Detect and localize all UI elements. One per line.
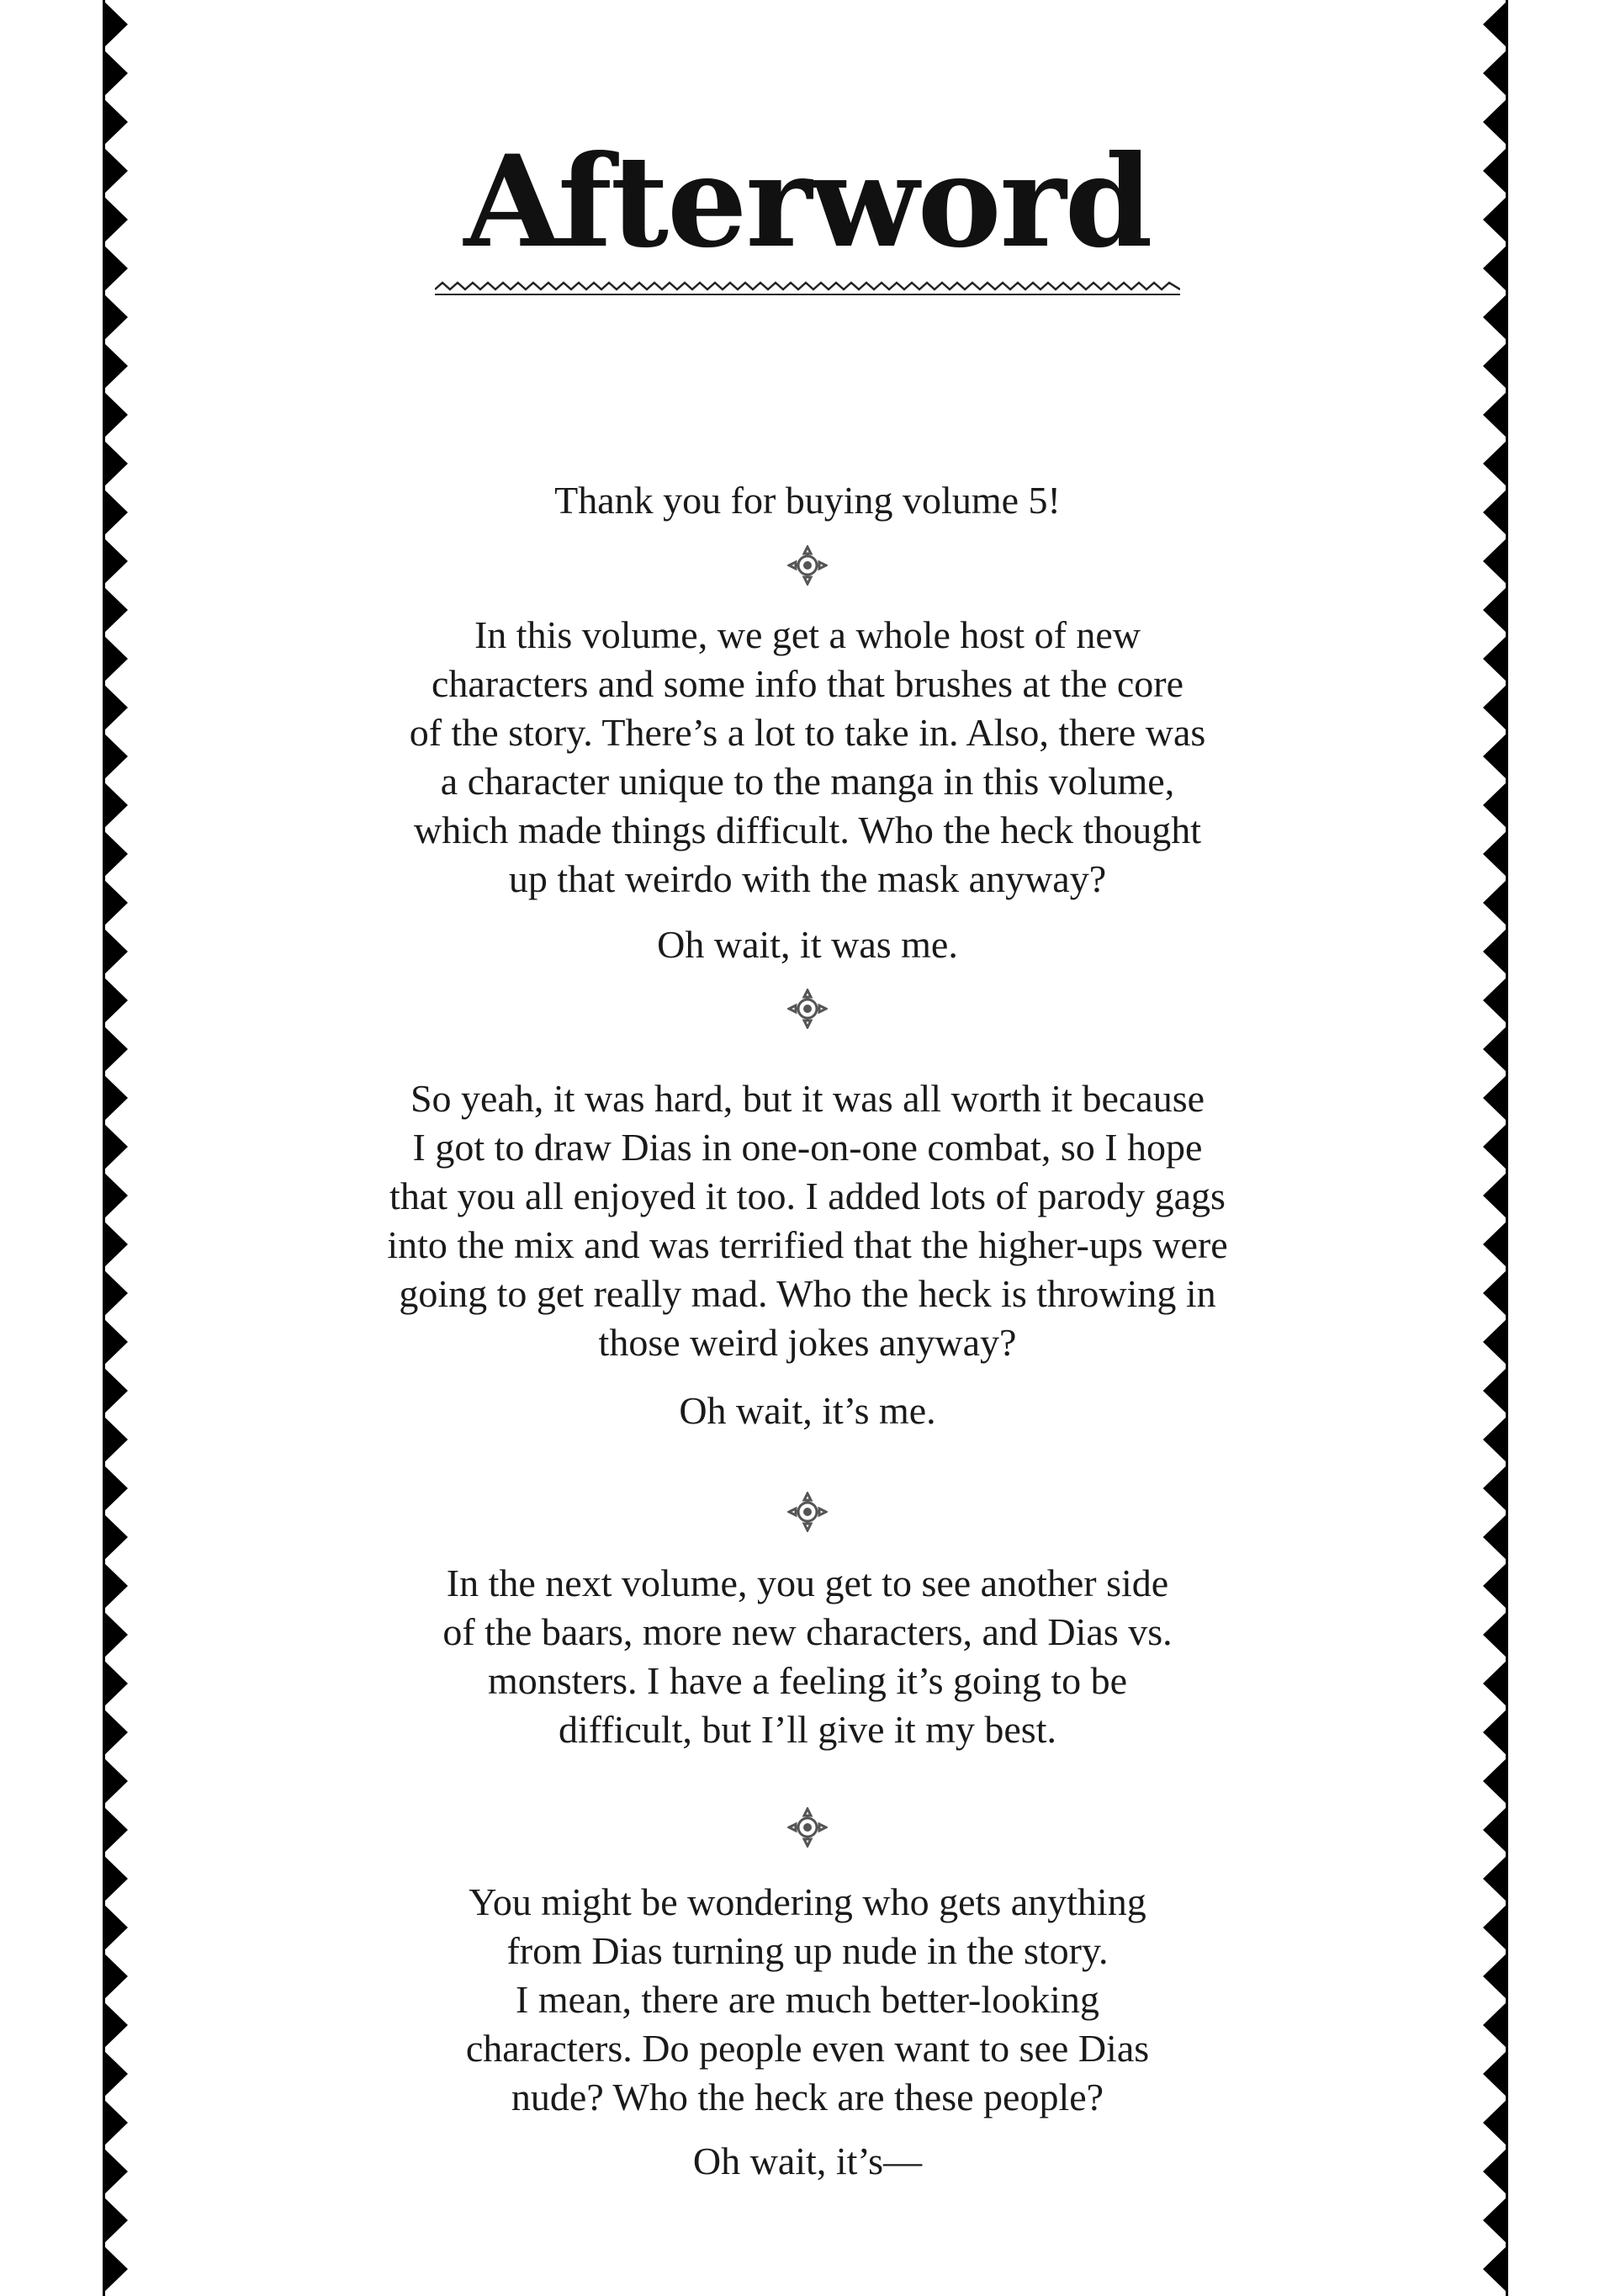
next-volume-paragraph: In the next volume, you get to see another side of the baars, more new characters, and Dias vs. monsters. I have a feeling it’s going to be difficult, but I’ll give it my best. xyxy=(442,1562,1173,1751)
thank-you-paragraph: Thank you for buying volume 5! xyxy=(554,479,1061,522)
diamond-flower-ornament-icon xyxy=(787,1492,828,1532)
volume-content-paragraph: In this volume, we get a whole host of new characters and some info that brushes at the core of the story. There’s a lot to take in. Also, there was a character unique to the manga in this volume, which made things difficult. Who the heck thought up that weirdo with the mask anyway? xyxy=(409,613,1206,900)
oh-wait-line-3: Oh wait, it’s— xyxy=(692,2140,923,2182)
diamond-flower-ornament-icon xyxy=(787,1807,828,1848)
page-title: Afterword xyxy=(463,128,1152,276)
dias-nude-paragraph: You might be wondering who gets anything from Dias turning up nude in the story. I mean, there are much better-looking characters. Do people even want to see Dias nude? Who the heck are these people? xyxy=(465,1880,1150,2118)
left-zigzag-border xyxy=(103,0,151,2296)
diamond-flower-ornament-icon xyxy=(787,545,828,586)
title-wavy-underline xyxy=(435,278,1180,298)
diamond-flower-ornament-icon xyxy=(787,989,828,1029)
afterword-page xyxy=(252,0,1363,2296)
right-zigzag-border xyxy=(1459,0,1508,2296)
oh-wait-line-2: Oh wait, it’s me. xyxy=(679,1389,936,1432)
right-zigzag-border-graphic xyxy=(1459,0,1508,2296)
left-zigzag-border-graphic xyxy=(103,0,151,2296)
combat-parody-paragraph: So yeah, it was hard, but it was all worth it because I got to draw Dias in one-on-one combat, so I hope that you all enjoyed it too. I added lots of parody gags into the mix and was terrified that the higher-ups were going to get really mad. Who the heck is throwing in those weird jokes anyway? xyxy=(387,1077,1228,1364)
oh-wait-line-1: Oh wait, it was me. xyxy=(657,923,958,966)
